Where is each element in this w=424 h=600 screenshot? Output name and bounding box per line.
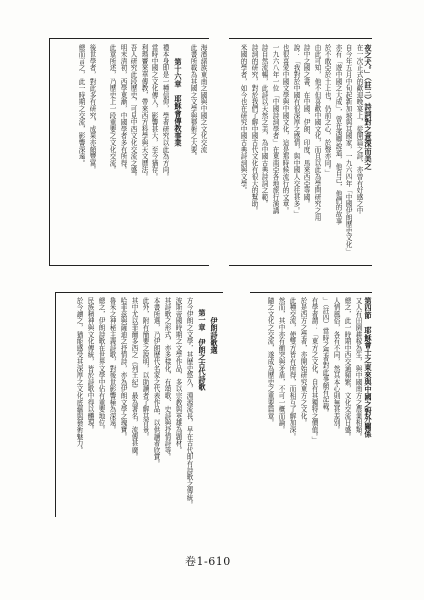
- text-column: 總之，伊朗詩歌在世界文學中佔有重要地位。: [97, 297, 105, 433]
- text-column: 此種交流，使雙方皆有所得，而相互了解加深。: [288, 297, 296, 440]
- text-column: 明末清初，西學東漸，中國學者多有所得。: [119, 44, 127, 174]
- section-heading: 第十六章 耶穌會傳教事業: [174, 58, 183, 147]
- text-column: 於不敢亞於土上也，仍前之心，於聲亦同。」: [323, 44, 331, 177]
- bottom-left-top-rule: [55, 292, 223, 293]
- text-column: 於今讀之，猶能感受其深厚之文化底蘊與藝術魅力。: [75, 297, 83, 454]
- text-column: 此外，附有簡要之說明，以助讀者了解其背景。: [141, 297, 149, 440]
- text-column: 海濱諸族東南之國與中國之文化交流: [199, 44, 207, 153]
- text-column: 米國的學者，如今也在研究中國古典詩詞與文學。: [239, 44, 247, 194]
- text-column: 也很喜愛中國文學與中國文化，這是那時候流行的文章。: [281, 44, 289, 214]
- top-left-text-block: [66, 44, 206, 262]
- text-column: 詩詞的研究，對於我們了解中國古代文化有很大的幫助。: [250, 44, 258, 214]
- text-column: 民族精神與文化傳統，皆於詩歌中得以體現。: [86, 297, 94, 433]
- book-title: 伊朗詩歌選: [210, 317, 219, 354]
- text-column: 利瑪竇來華傳教，帶來西方科學與天文曆法。: [140, 44, 148, 180]
- top-left-bottom-rule: [49, 265, 209, 266]
- text-column: 一九六八年一位「中國詩詞學者」在東南亞各地旅行演講: [271, 44, 279, 214]
- text-column: 吾人研究此段歷史，可見中西文化交流之盛。: [129, 44, 137, 180]
- text-column: 第四節 耶穌會士之東來與中國之對外關係: [364, 297, 373, 438]
- text-column: 當時中國之文化傳入，影響甚大，至今猶存。: [150, 44, 158, 180]
- top-left-side-rule: [49, 38, 50, 266]
- text-column: 本書所選，乃伊朗歷代名家之代表作品，以供讀者欣賞。: [152, 297, 160, 467]
- text-column: 此書所載為其國之文學與藝術之大要。: [189, 44, 197, 160]
- chapter-heading: 第一章 伊朗之古代詩歌: [198, 309, 207, 391]
- text-column: 亦有「遊中國之大成」，曾在漢卿說道，他自己，他們的故事: [334, 44, 342, 225]
- text-column: 此章所述，乃歷史上一段重要之文化交流。: [108, 44, 116, 174]
- text-column: 後世學者，對此多有研究，成果亦頗豐富。: [88, 44, 96, 174]
- text-column: 詩自然流暢，此詩以天然之美，為中國古典詩詞之範。: [260, 44, 268, 208]
- text-column: 總而言之，此一時期之交流，影響深遠。: [77, 44, 85, 167]
- text-column: 有學者謂：「東方之文化，自有其獨特之價值。」: [310, 297, 318, 444]
- text-column: 說：「我對於中國有很深厚之感情，與中國人交往甚多。」: [292, 44, 300, 218]
- page-number: 卷1-610: [185, 555, 231, 568]
- text-column: 人情風俗，各有不同，然其本心則無甚差別。: [332, 297, 340, 433]
- bottom-left-text-block: [62, 297, 222, 517]
- text-column: 方今伊朗之文學，其歷史悠久，淵源流長，早在古代即有詩歌之傳統。: [185, 297, 193, 508]
- text-column: 然而，其中亦有衝突與矛盾，不可一概而論。: [277, 297, 285, 433]
- bottom-left-side-rule: [55, 292, 56, 517]
- text-column: 在一次正式的歡迎晚宴上，從開篇之詩，亦曾有好感之中: [355, 44, 363, 214]
- bottom-right-top-rule: [250, 292, 372, 293]
- text-column: 詩中之國之書，在中國、伊朗、印度、馬來西亞等國。: [302, 44, 310, 208]
- text-column: 又人有田園耕稼為生，與中國南方之農業相類。: [354, 297, 362, 440]
- top-right-top-rule: [229, 38, 372, 39]
- text-column: 夜之犬。」（註三）詩詞對之意深而美之: [364, 44, 373, 170]
- bottom-right-text-block: [255, 297, 372, 517]
- top-left-top-rule: [49, 38, 209, 39]
- text-column: 哈菲茲與薩迪之抒情詩，亦為伊朗文學之瑰寶。: [119, 297, 127, 440]
- text-column: 其中尤以菲爾多西之《列王紀》最為著名，流傳甚廣。: [130, 297, 138, 461]
- text-column: 自今年五月中旬起新加坡與其國家，一九六四年「中國伊朗歷史文化」: [344, 44, 352, 255]
- text-column: 禮本身即是一種信仰，學者研究以此為方向。: [161, 44, 169, 180]
- text-column: 其詩歌之形式，亦多樣化，有頌歌、史詩與抒情詩等。: [163, 297, 171, 461]
- text-column: 於是西方之學者，亦開始研究東方之文化。: [299, 297, 307, 427]
- text-column: 總之，此一時期中西交通頻繁，文化交流日盛。: [343, 297, 351, 440]
- text-column: 」（註四）當時之學者對此事頗有記載。: [321, 297, 329, 417]
- top-right-text-block: [232, 44, 372, 262]
- text-column: 由此可知，他不但喜歡中國文化，而且以此為學問研究之用: [313, 44, 321, 221]
- text-column: 隨之文化之交流，遂成為歷史之重要篇章。: [266, 297, 274, 427]
- text-column: 波斯帝國時期之文學作品，多以宗教與英雄為題材。: [174, 297, 182, 454]
- text-column: 魯米之神秘主義詩歌，對後世影響極為深遠。: [108, 297, 116, 433]
- top-right-bottom-rule: [229, 265, 372, 266]
